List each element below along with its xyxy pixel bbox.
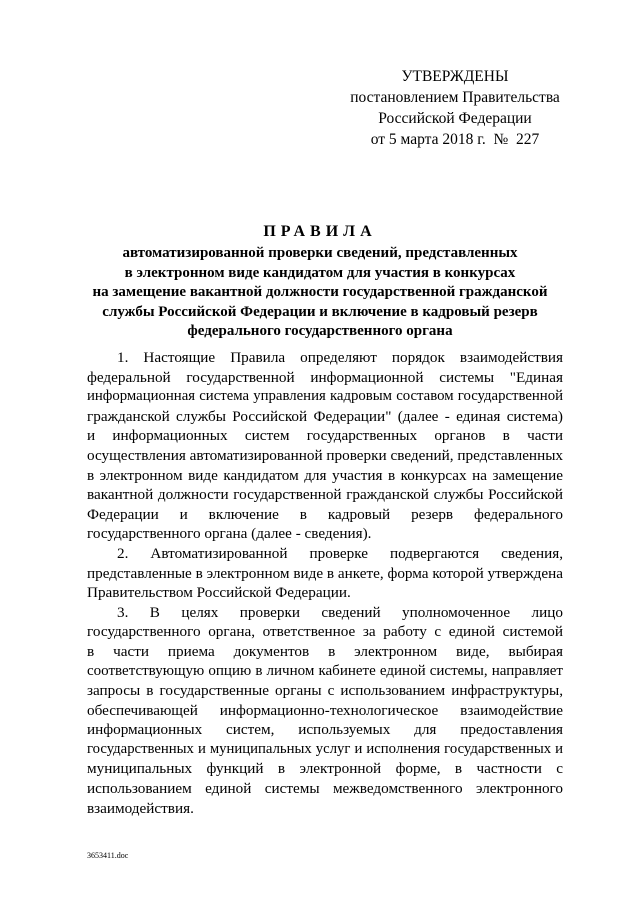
approval-decree: постановлением Правительства xyxy=(350,89,560,106)
text-line: государственного органа (далее - сведения). xyxy=(87,525,372,543)
text-line: 2. Автоматизированной проверке подвергаются сведения, xyxy=(117,544,563,562)
approval-heading: УТВЕРЖДЕНЫ xyxy=(401,68,509,85)
text-line: вакантной должности государственной гражданской службы Российской xyxy=(87,486,563,504)
text-line: запросы в государственные органы с использованием инфраструктуры, xyxy=(87,682,563,700)
paragraph-3 xyxy=(87,603,563,819)
paragraph-1 xyxy=(87,348,563,544)
text-line: Правительством Российской Федерации. xyxy=(87,584,351,602)
text-line: использованием единой системы межведомственного электронного xyxy=(87,780,563,798)
text-line: в электронном виде кандидатом для участия в конкурсах на замещение xyxy=(87,466,563,484)
text-line: 1. Настоящие Правила определяют порядок взаимодействия xyxy=(117,349,563,366)
title-subtitle-line: в электронном виде кандидатом для участия в конкурсах xyxy=(124,264,516,281)
title-subtitle-line: федерального государственного органа xyxy=(187,323,453,339)
paragraph-2 xyxy=(87,544,563,603)
text-line: информационная система управления кадровым составом государственной xyxy=(87,388,563,405)
text-line: представленные в электронном виде в анкете, форма которой утверждена xyxy=(87,564,563,582)
approval-authority: Российской Федерации xyxy=(378,110,532,127)
text-line: осуществления автоматизированной проверки сведений, представленных xyxy=(87,446,563,464)
title-subtitle-line: на замещение вакантной должности государственной гражданской xyxy=(92,284,548,300)
title-subtitle-line: службы Российской Федерации и включение в кадровый резерв xyxy=(102,303,538,320)
document-body xyxy=(87,348,563,818)
text-line: федеральной государственной информационной системы "Единая xyxy=(87,368,563,386)
title-main: ПРАВИЛА xyxy=(263,223,377,240)
document-title xyxy=(70,222,570,342)
text-line: государственного органа, ответственное за работу с единой системой xyxy=(87,623,563,641)
text-line: государственных и муниципальных услуг и исполнения государственных и xyxy=(87,740,563,757)
title-subtitle xyxy=(70,244,570,342)
text-line: 3. В целях проверки сведений уполномоченное лицо xyxy=(117,603,563,621)
text-line: взаимодействия. xyxy=(87,799,194,817)
title-subtitle-line: автоматизированной проверки сведений, представленных xyxy=(122,245,518,261)
text-line: обеспечивающей информационно-технологическое взаимодействие xyxy=(87,701,563,719)
document-file-id: 3653411.doc xyxy=(87,851,129,860)
text-line: соответствующую опцию в личном кабинете единой системы, направляет xyxy=(87,662,563,679)
approval-date-number: от 5 марта 2018 г. № 227 xyxy=(370,131,540,148)
text-line: и информационных систем государственных органов в части xyxy=(87,427,563,445)
text-line: информационных систем, используемых для предоставления xyxy=(87,721,563,739)
text-line: Федерации и включение в кадровый резерв федерального xyxy=(87,505,563,523)
text-line: гражданской службы Российской Федерации" (далее - единая система) xyxy=(87,407,563,425)
approval-stamp xyxy=(340,66,570,150)
text-line: муниципальных функций в электронной форме, в частности с xyxy=(87,760,563,778)
text-line: в части приема документов в электронном виде, выбирая xyxy=(87,642,563,660)
